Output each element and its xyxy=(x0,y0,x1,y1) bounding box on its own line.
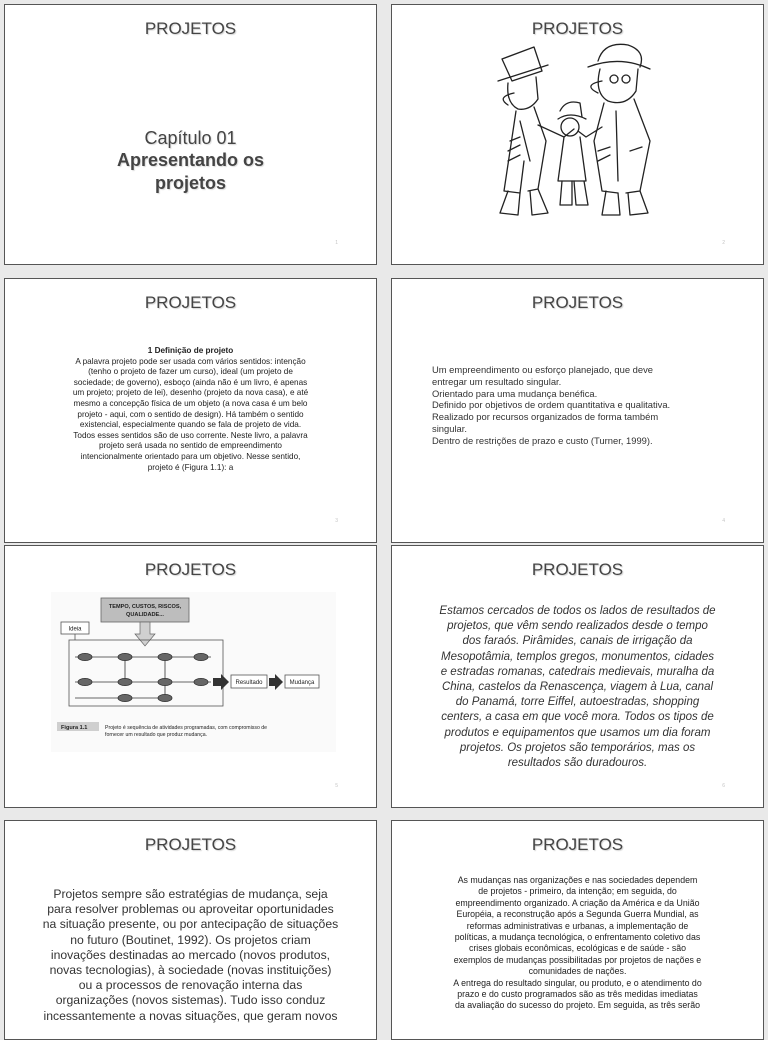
text-line: exemplos de mudanças possibilitadas por projetos de nações e xyxy=(453,954,702,965)
chapter-label: Capítulo 01 xyxy=(144,128,237,148)
activity-node xyxy=(158,678,172,685)
change-label: Mudança xyxy=(289,680,315,686)
slide-4 xyxy=(391,278,764,543)
text-line: Definido por objetivos de ordem quantitativa e qualitativa. xyxy=(432,399,671,411)
text-line: Dentro de restrições de prazo e custo (Turner, 1999). xyxy=(432,434,653,446)
strategy-text xyxy=(5,887,376,1024)
slide-8 xyxy=(391,820,764,1040)
text-line: mesmo a concepção física de um objeto (a nova casa é um belo xyxy=(73,398,308,408)
text-line: na situação presente, ou por antecipação de situações xyxy=(42,917,339,932)
slide-number: 6 xyxy=(722,783,725,789)
changes-text xyxy=(392,875,763,1012)
chapter-name-line: projetos xyxy=(154,173,226,193)
slide-number: 3 xyxy=(335,518,338,524)
text-line: Projetos sempre são estratégias de mudança, seja xyxy=(53,887,328,901)
text-line: projetos, que vêm sendo realizados desde o tempo xyxy=(447,620,708,633)
constraints-label: TEMPO, CUSTOS, RISCOS, xyxy=(108,604,182,610)
text-line: políticas, a mudança tecnológica, o enfrentamento coletivo das xyxy=(454,932,701,943)
constraints-box xyxy=(101,598,189,622)
slide-title: PROJETOS xyxy=(144,835,237,854)
slide-number: 5 xyxy=(335,783,338,789)
text-line: resultados são duradouros. xyxy=(507,757,648,770)
text-line: organizações (novos sistemas). Tudo isso conduz xyxy=(55,993,326,1008)
text-line: incessantemente a novas situações, que geram novos xyxy=(43,1008,338,1023)
slide-title: PROJETOS xyxy=(144,560,237,579)
text-line: intencionalmente orientado para um objetivo. Nesse sentido, xyxy=(80,451,301,461)
text-line: crises globais econômicas, ecológicas e de saúde - são xyxy=(468,943,687,954)
slide-3 xyxy=(4,278,377,543)
text-line: Um empreendimento ou esforço planejado, que deve xyxy=(432,364,653,375)
text-line: Orientado para uma mudança benéfica. xyxy=(432,387,598,399)
text-line: inovações destinadas ao mercado (novos produtos, xyxy=(50,947,331,962)
result-label: Resultado xyxy=(235,680,263,686)
activity-node xyxy=(194,653,208,660)
activity-node xyxy=(118,678,132,685)
text-line: produtos e equipamentos que usamos um dia foram xyxy=(444,726,711,739)
chapter-name-line: Apresentando os xyxy=(116,150,265,170)
slide-title: PROJETOS xyxy=(531,293,624,312)
activity-node xyxy=(78,653,92,660)
text-line: As mudanças nas organizações e nas sociedades dependem xyxy=(457,875,698,885)
text-line: sociedade; de governo), esboço (ainda não é um livro, é apenas xyxy=(73,377,308,387)
text-line: novas tecnologias), à sociedade (novas instituições) xyxy=(49,963,332,978)
text-line: Européia, a reconstrução após a Segunda Guerra Mundial, as xyxy=(456,909,699,920)
examples-text xyxy=(392,604,763,771)
slide-number: 4 xyxy=(722,518,725,524)
text-line: A entrega do resultado singular, ou produto, e o atendimento do xyxy=(453,977,702,988)
text-line: projeto é (Figura 1.1): a xyxy=(147,462,234,472)
activity-node xyxy=(118,694,132,701)
text-line: dos faraós. Pirâmides, canais de irrigação da xyxy=(462,635,693,648)
slide-title: PROJETOS xyxy=(531,560,624,579)
definition-list xyxy=(432,364,670,447)
chapter-heading xyxy=(5,127,376,195)
text-line: prazo e do custo programados são as três medidas imediatas xyxy=(457,989,698,1000)
slide-number: 1 xyxy=(335,240,338,246)
slide-title: PROJETOS xyxy=(144,293,237,312)
slide-1 xyxy=(4,4,377,265)
slide-2 xyxy=(391,4,764,265)
definition-heading: 1 Definição de projeto xyxy=(147,346,234,355)
project-flow-figure xyxy=(51,592,336,752)
activity-node xyxy=(78,678,92,685)
figure-caption-label: Figura 1.1 xyxy=(61,725,88,731)
activity-node xyxy=(158,694,172,701)
text-line: singular. xyxy=(432,422,467,434)
constraints-label: QUALIDADE... xyxy=(126,612,164,618)
activity-node xyxy=(194,678,208,685)
text-line: (tenho o projeto de fazer um curso), ideal (um projeto de xyxy=(88,367,293,377)
text-line: centers, a casa em que você mora. Todos os tipos de xyxy=(441,711,714,724)
text-line: ou a processos de renovação interna das xyxy=(78,978,303,993)
idea-label: Ideia xyxy=(68,626,82,633)
text-line: entregar um resultado singular. xyxy=(432,375,562,387)
text-line: projeto - aqui, com o sentido de design). Há também o sentido xyxy=(77,409,304,419)
text-line: projeto será usada no sentido de empreendimento xyxy=(99,441,282,451)
text-line: China, castelos da Renascença, viagem à Lua, canal xyxy=(441,681,714,694)
text-line: do Panamá, torre Eiffel, autoestradas, shopping xyxy=(455,696,700,709)
figure-caption: fornecer um resultado que produz mudança. xyxy=(105,732,208,738)
slide-title: PROJETOS xyxy=(144,19,237,38)
slide-number: 2 xyxy=(722,240,725,246)
text-line: Estamos cercados de todos os lados de resultados de xyxy=(439,605,716,617)
slide-title: PROJETOS xyxy=(531,835,624,854)
text-line: Realizado por recursos organizados de forma também xyxy=(432,411,659,423)
text-line: um projeto; projeto de lei), desenho (projeto da nova casa), e até xyxy=(72,388,309,398)
text-line: de projetos - primeiro, da intenção; em seguida, do xyxy=(478,886,677,897)
text-line: projetos. Os projetos são temporários, mas os xyxy=(459,741,696,754)
text-line: empreendimento organizado. A criação da América e da União xyxy=(455,897,700,908)
cartoon-illustration xyxy=(490,41,662,223)
text-line: no futuro (Boutinet, 1992). Os projetos criam xyxy=(70,932,311,947)
definition-text xyxy=(5,346,376,473)
text-line: Mesopotâmia, templos gregos, monumentos, cidades xyxy=(441,650,714,663)
text-line: Todos esses sentidos são de uso corrente. Neste livro, a palavra xyxy=(73,430,308,440)
figure-caption: Projeto é sequência de atividades programadas, com compromisso de xyxy=(105,725,268,731)
slide-7 xyxy=(4,820,377,1040)
text-line: e estradas romanas, catedrais medievais, muralha da xyxy=(440,665,715,678)
slide-6 xyxy=(391,545,764,808)
text-line: A palavra projeto pode ser usada com vários sentidos: intenção xyxy=(75,356,306,366)
text-line: existencial, especialmente quando se fala de projeto de vida. xyxy=(79,420,302,430)
text-line: comunidades de nações. xyxy=(528,966,627,977)
slide-title: PROJETOS xyxy=(531,19,624,38)
text-line: para resolver problemas ou aproveitar oportunidades xyxy=(47,902,334,917)
text-line: da avaliação do sucesso do projeto. Em seguida, as três serão xyxy=(455,1000,700,1011)
activity-node xyxy=(118,653,132,660)
text-line: reformas administrativas e urbanas, a implementação de xyxy=(466,920,689,931)
slide-5 xyxy=(4,545,377,808)
activity-node xyxy=(158,653,172,660)
